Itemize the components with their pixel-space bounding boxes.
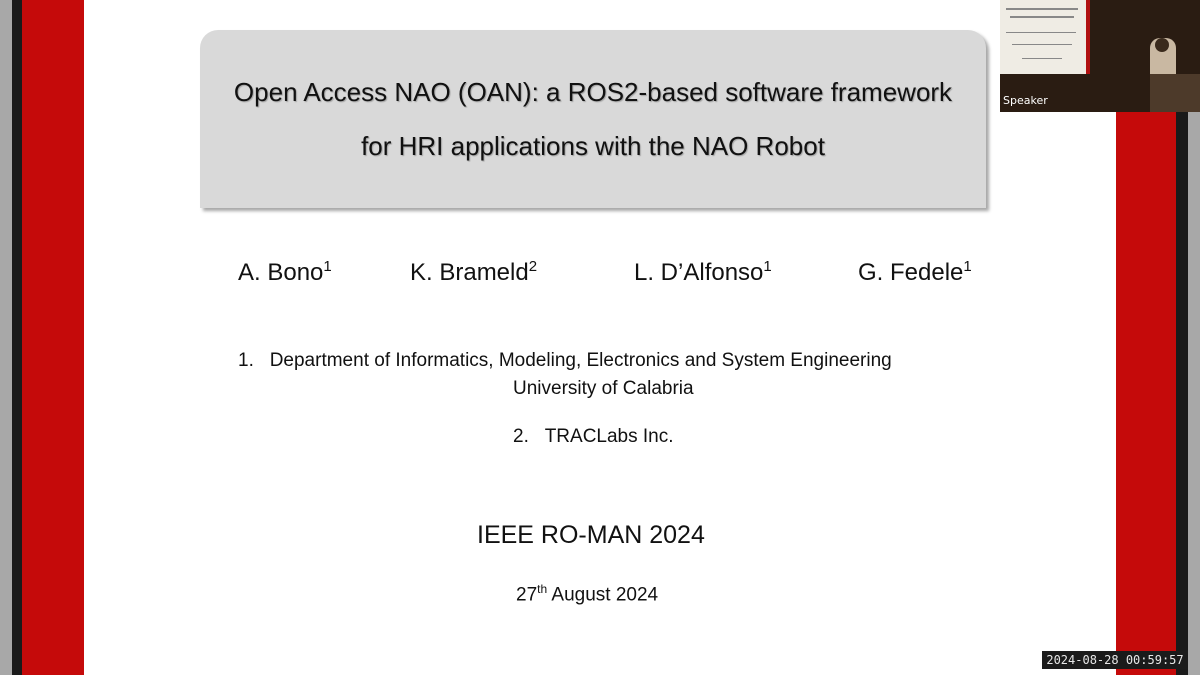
left-frame-gray <box>0 0 12 675</box>
left-frame-dark <box>12 0 22 675</box>
slide-title-line-2: for HRI applications with the NAO Robot <box>361 131 825 161</box>
presentation-slide <box>84 0 1116 675</box>
recording-timestamp: 2024-08-28 00:59:57 <box>1042 651 1188 669</box>
author: A. Bono$^1$ <box>238 258 332 286</box>
presenter-head <box>1155 38 1169 52</box>
podium <box>1150 74 1200 112</box>
thumbnail-frame <box>1086 0 1090 74</box>
speaker-video-tile[interactable] <box>1000 0 1200 112</box>
left-frame-red <box>22 0 84 675</box>
slide-title-box <box>200 30 986 208</box>
author: K. Brameld$^2$ <box>410 258 538 286</box>
author: G. Fedele$^1$ <box>858 258 972 286</box>
author-list <box>238 258 998 298</box>
affiliation-1: 1. Department of Informatics, Modeling, Electronics and System Engineering <box>238 350 892 371</box>
presentation-date: 27th August 2024 <box>516 582 659 606</box>
speaker-label: Speaker <box>1003 94 1048 107</box>
affiliation-2: 2. TRACLabs Inc. <box>513 426 674 447</box>
projected-slide-thumbnail <box>1000 0 1088 74</box>
author: L. D’Alfonso$^1$ <box>634 258 772 286</box>
slide-title-line-1: Open Access NAO (OAN): a ROS2-based software framework <box>233 77 953 107</box>
affiliation-1-line-2: University of Calabria <box>513 378 694 399</box>
conference-name: IEEE RO-MAN 2024 <box>477 521 705 549</box>
